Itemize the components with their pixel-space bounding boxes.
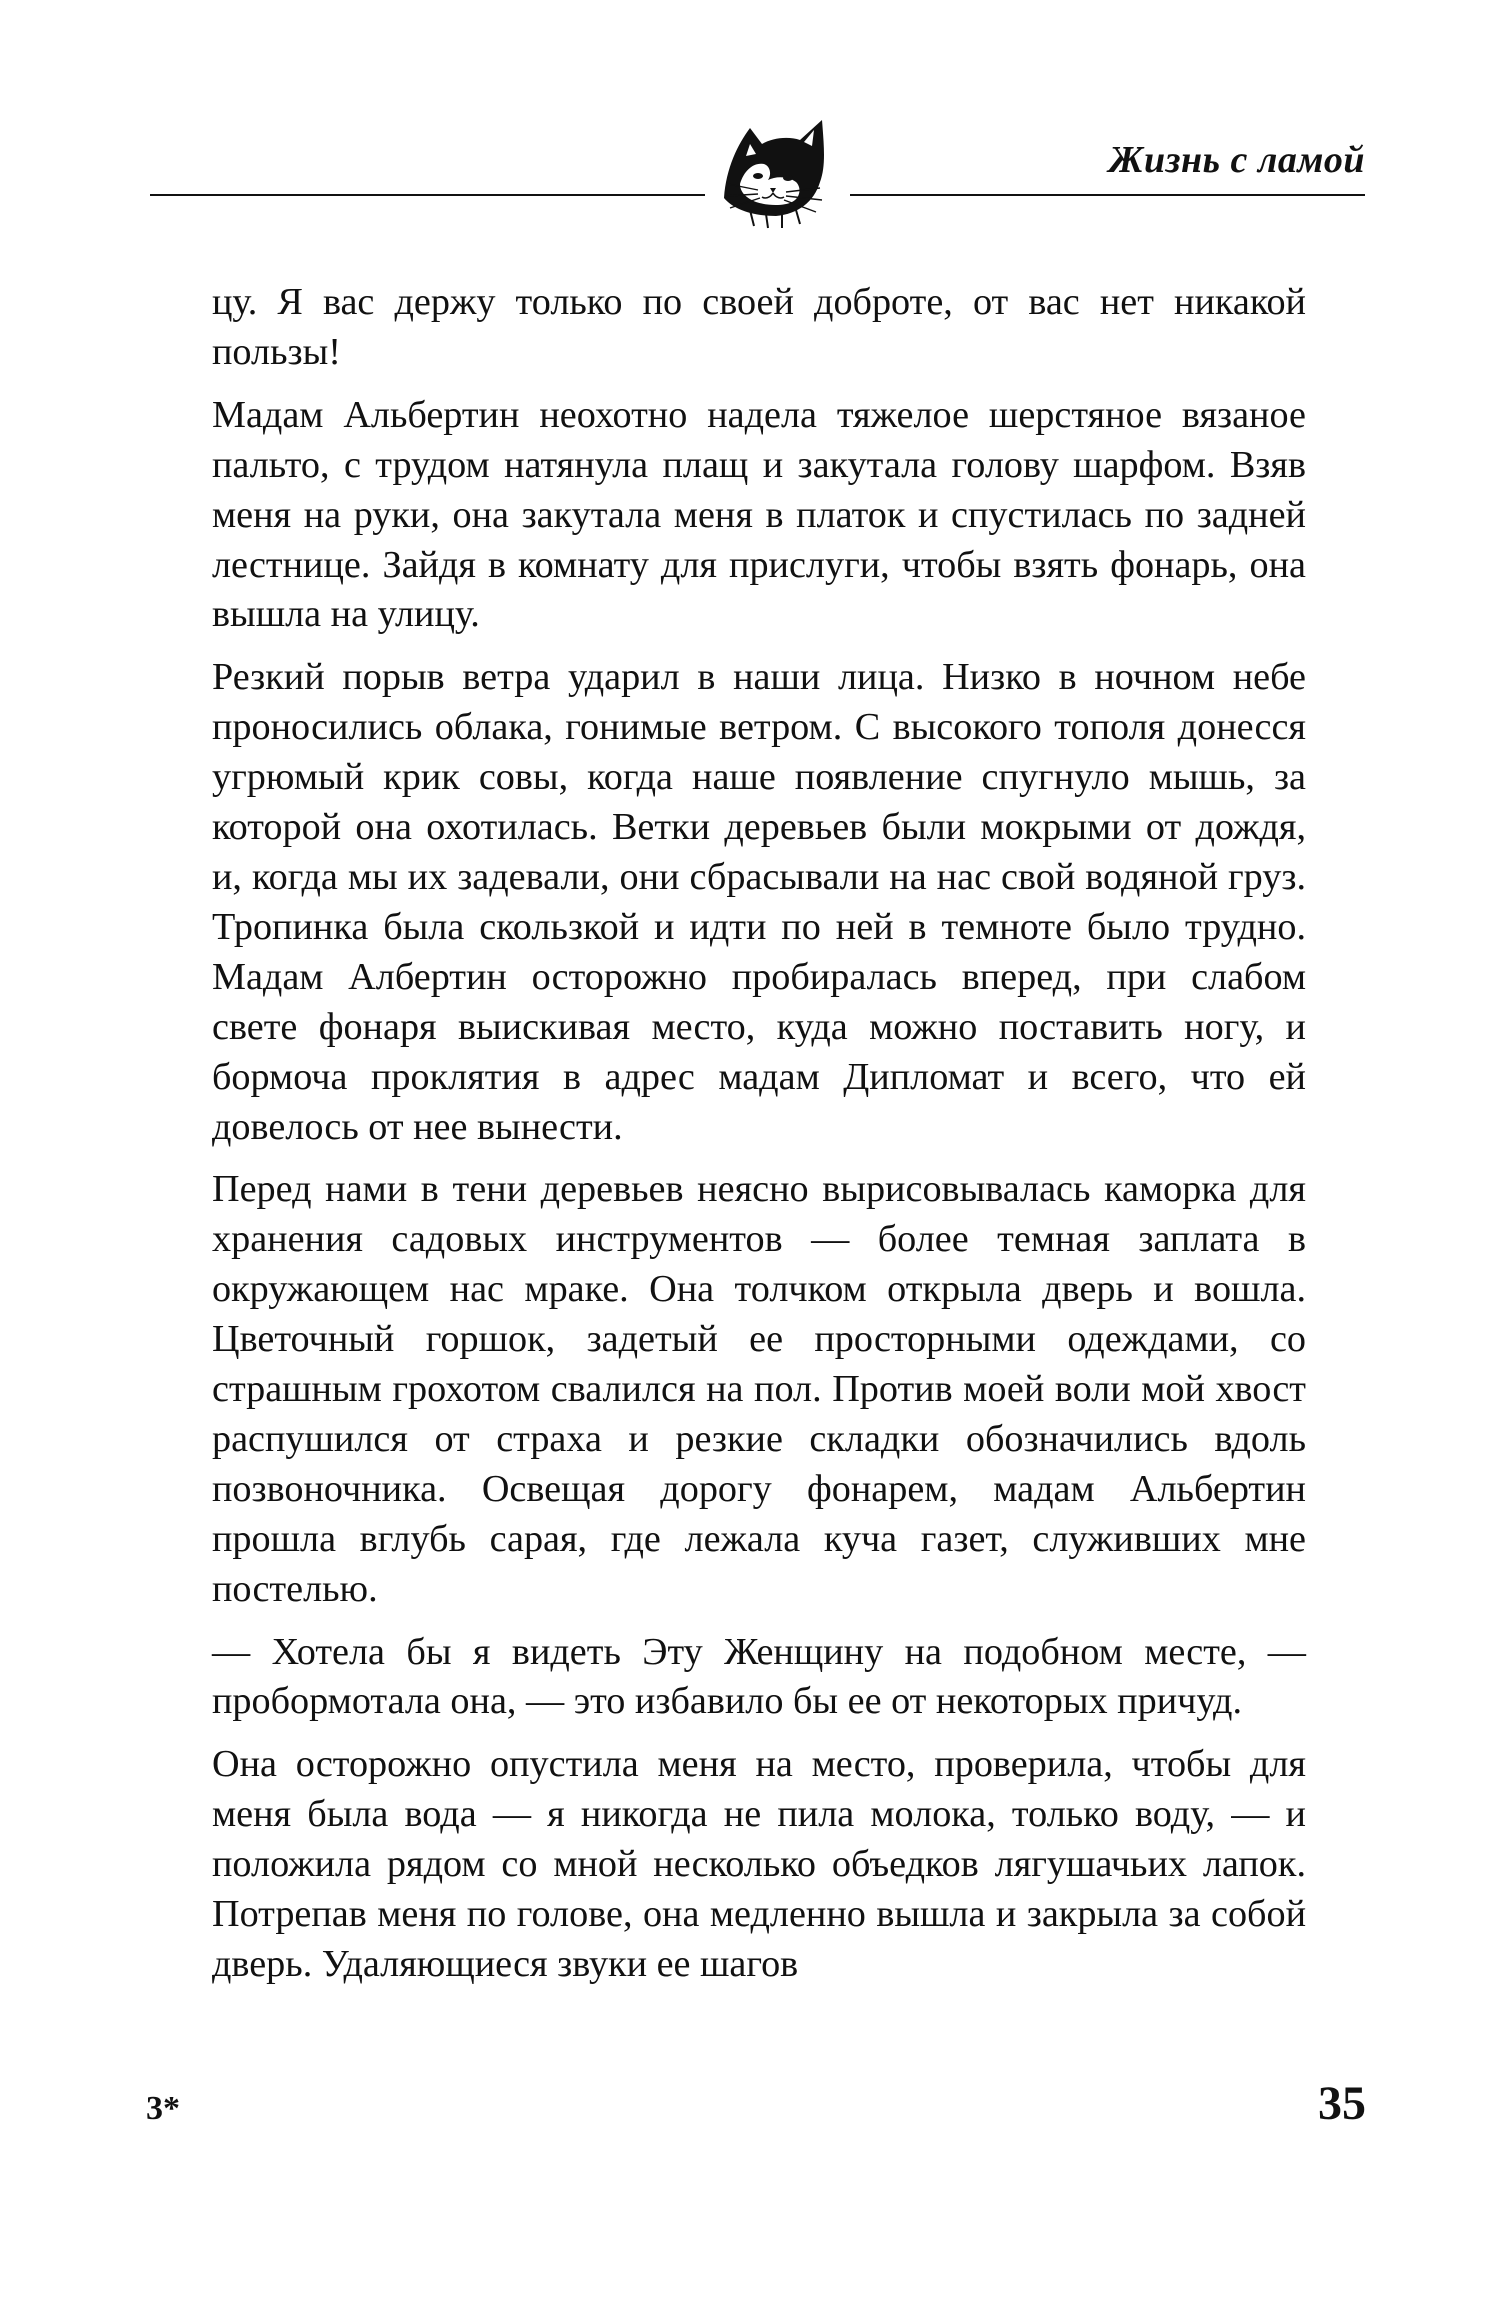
page-number: 35 (1318, 2077, 1366, 2130)
paragraph: Перед нами в тени деревьев неясно вырисовывалась каморка для хранения садовых инструментов — более темная заплата в окружающем нас мраке. Она толчком открыла дверь и вошла. Цветочный горшок, задетый ее просторными одеждами, со страшным грохотом свалился на пол. Против моей воли мой хвост распушился от страха и резкие складки обозначились вдоль позвоночника. Освещая дорогу фонарем, мадам Альбертин прошла вглубь сарая, где лежала куча газет, служивших мне постелью. (212, 1168, 1306, 1610)
paragraph: Резкий порыв ветра ударил в наши лица. Низко в ночном небе проносились облака, гонимые ветром. С высокого тополя донесся угрюмый крик совы, когда наше появление спугнуло мышь, за которой она охотилась. Ветки деревьев были мокрыми от дождя, и, когда мы их задевали, они сбрасывали на нас свой водяной груз. Тропинка была скользкой и идти по ней в темноте было трудно. Мадам Албертин осторожно пробиралась вперед, при слабом свете фонаря выискивая место, куда можно поставить ногу, и бормоча проклятия в адрес мадам Дипломат и всего, что ей довелось от нее вынести. (212, 656, 1306, 1148)
header-rule-right (850, 194, 1365, 196)
body-text (212, 278, 1306, 1990)
page-header (150, 110, 1365, 230)
paragraph: — Хотела бы я видеть Эту Женщину на подобном месте, — пробормотала она, — это избавило бы ее от некоторых причуд. (212, 1630, 1306, 1723)
running-title: Жизнь с ламой (1108, 139, 1365, 181)
cat-head-icon (710, 110, 850, 230)
paragraph: Она осторожно опустила меня на место, проверила, чтобы для меня была вода — я никогда не пила молока, только воду, — и положила рядом со мной несколько объедков лягушачьих лапок. Потрепав меня по голове, она медленно вышла и закрыла за собой дверь. Удаляющиеся звуки ее шагов (212, 1743, 1306, 1985)
paragraph: цу. Я вас держу только по своей доброте, от вас нет никакой пользы! (212, 281, 1306, 373)
paragraph: Мадам Альбертин неохотно надела тяжелое шерстяное вязаное пальто, с трудом натянула плащ и закутала голову шарфом. Взяв меня на руки, она закутала меня в платок и спустилась по задней лестнице. Зайдя в комнату для прислуги, чтобы взять фонарь, она вышла на улицу. (212, 393, 1306, 636)
signature-mark: 3* (146, 2090, 180, 2127)
header-rule-left (150, 194, 705, 196)
